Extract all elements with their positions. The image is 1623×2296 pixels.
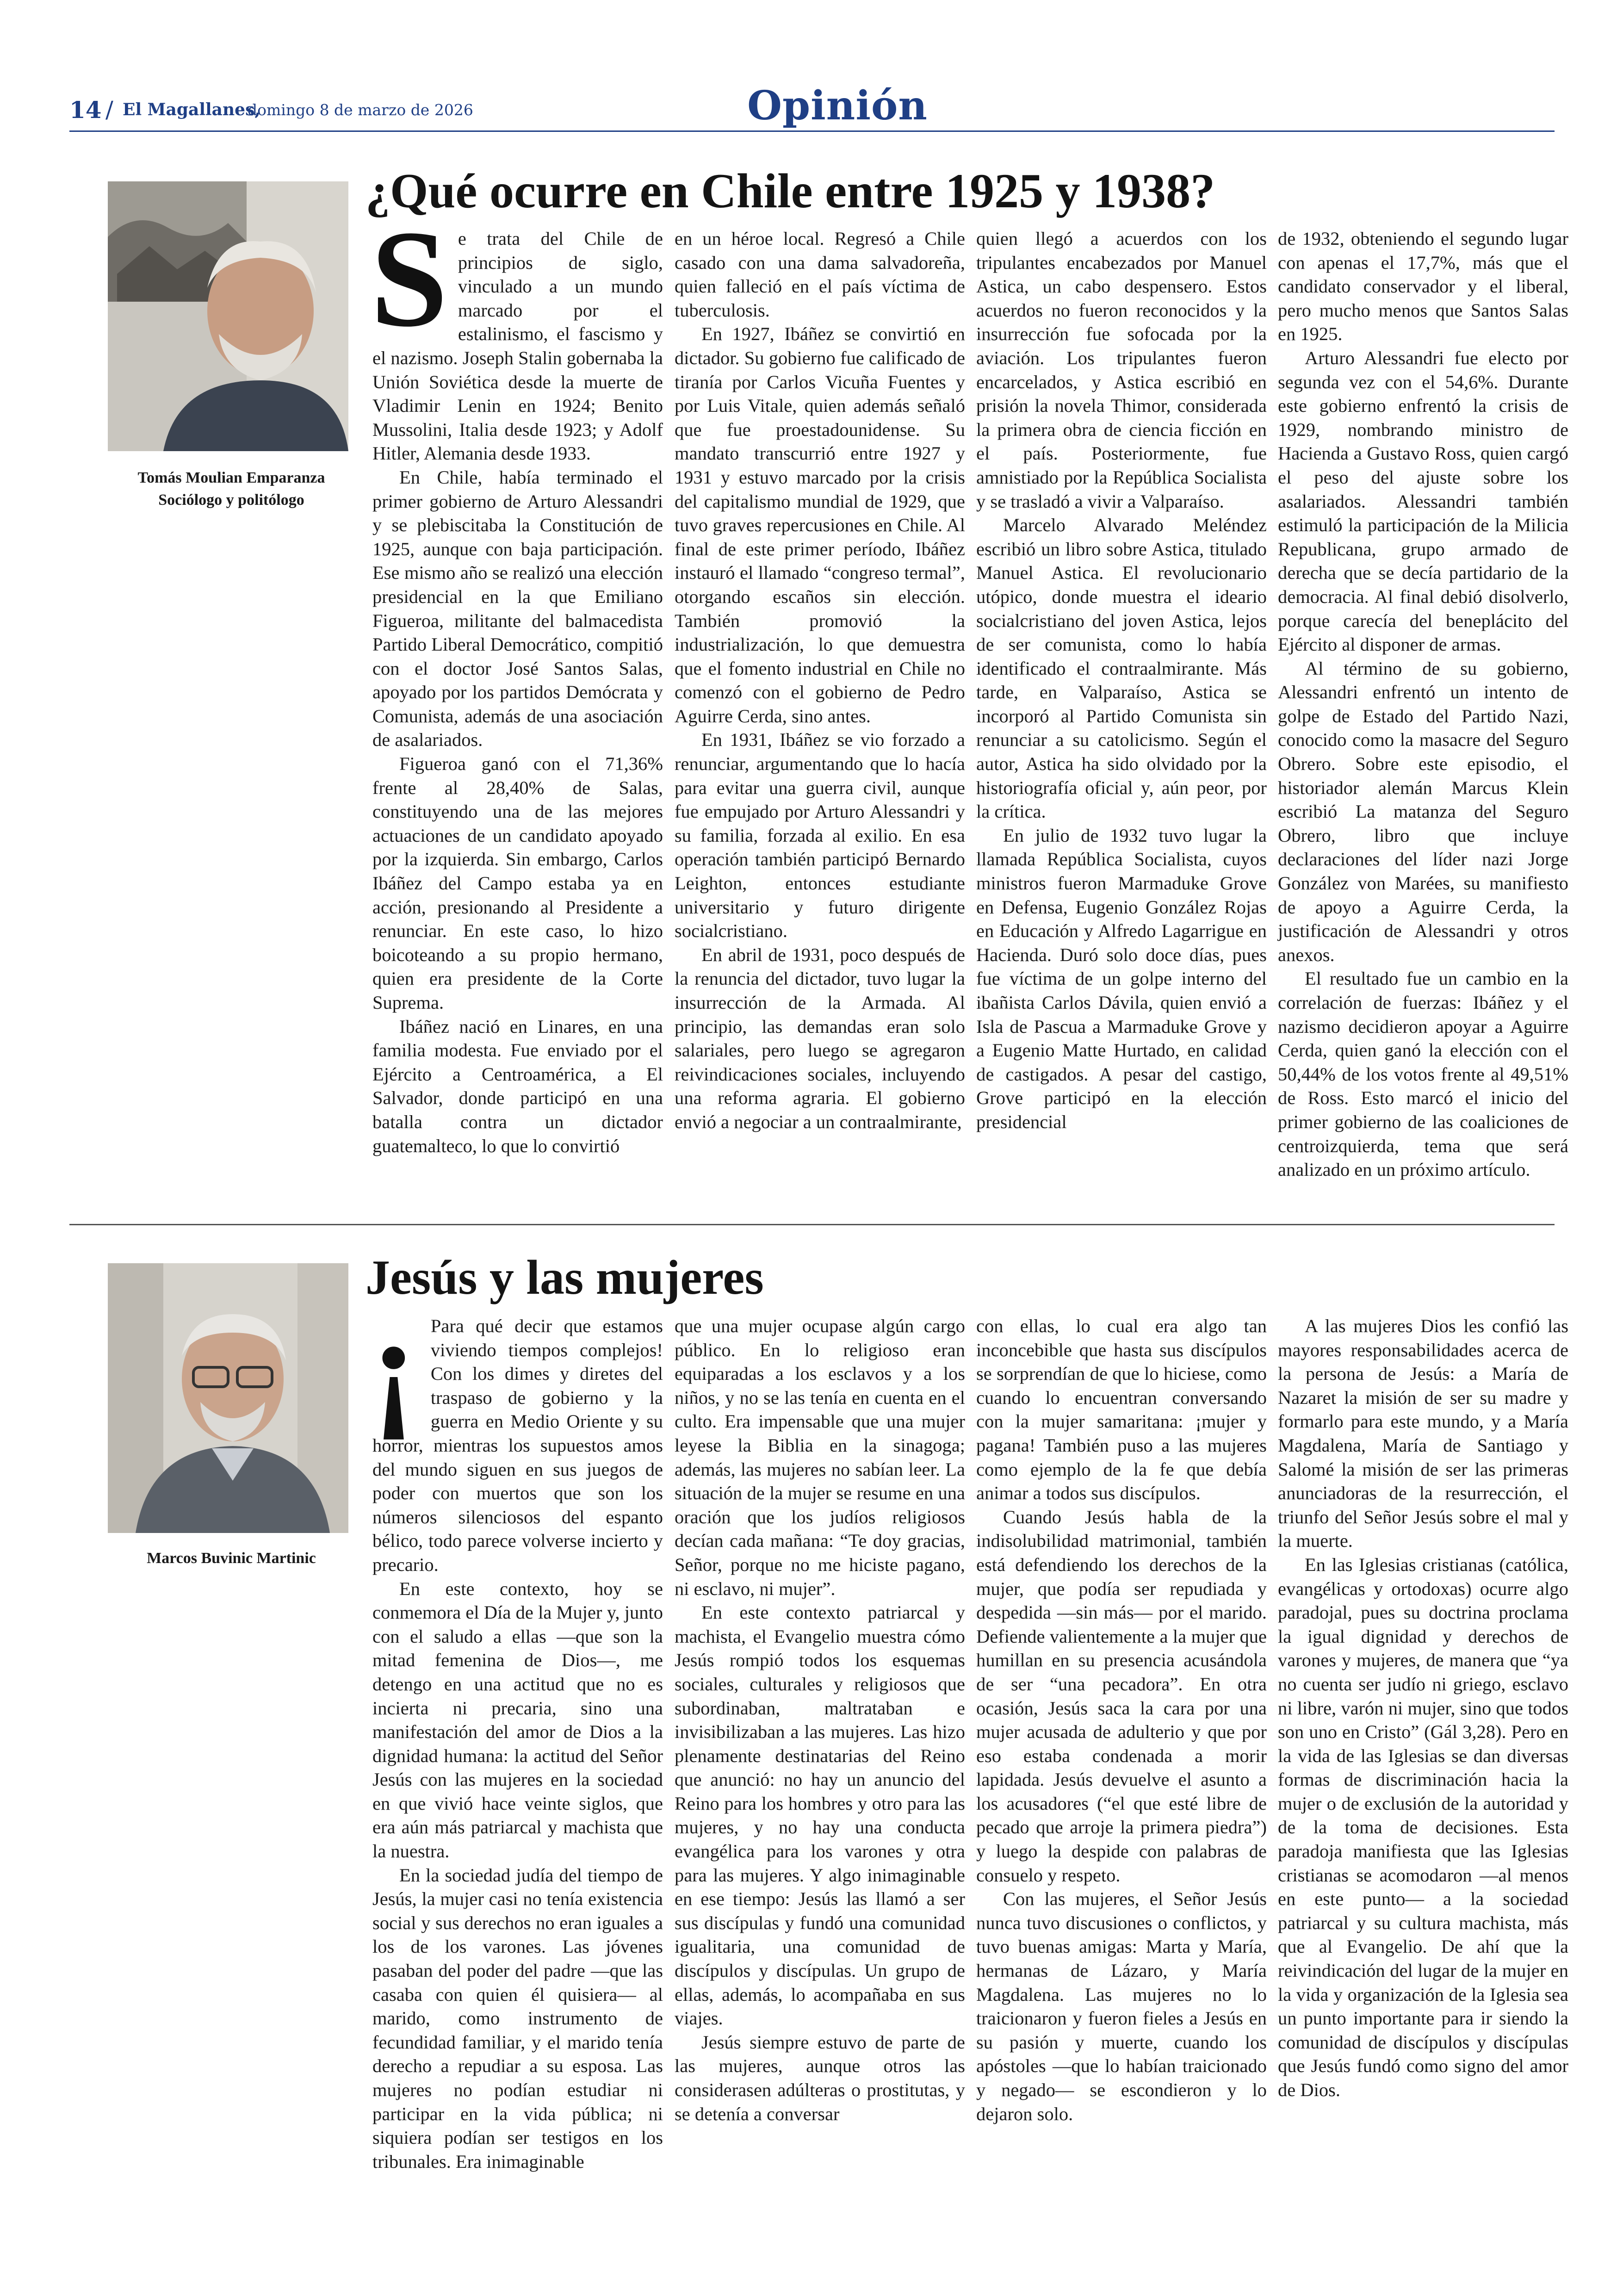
paragraph: El resultado fue un cambio en la correlación de fuerzas: Ibáñez y el nazismo decidieron apoyar a Aguirre Cerda, quien ganó la elección con el 50,44% de los votos frente al 49,51% de Ross. Esto marcó el inicio del primer gobierno de las coaliciones de centroizquierda, tema que será analizado en un próximo artículo. bbox=[1278, 968, 1568, 1180]
page-number-separator: / bbox=[105, 96, 113, 123]
article-column-3 bbox=[976, 227, 1267, 1134]
paragraph: En Chile, había terminado el primer gobierno de Arturo Alessandri y se plebiscitaba la Constitución de 1925, aunque con baja participación. Ese mismo año se realizó una elección presidencial en la que Emiliano Figueroa, militante del balmacedista Partido Liberal Democrático, compitió con el doctor José Santos Salas, apoyado por los partidos Demócrata y Comunista, además de una asociación de asalariados. bbox=[372, 466, 663, 751]
article-column-2 bbox=[675, 227, 965, 1134]
drop-cap: S bbox=[371, 202, 448, 355]
paragraph: Arturo Alessandri fue electo por segunda vez con el 54,6%. Durante este gobierno enfrentó la crisis de 1929, nombrando ministro de Hacienda a Gustavo Ross, quien cargó el peso del ajuste sobre los asalariados. Alessandri también estimuló la participación de la Milicia Republicana, grupo armado de derecha que se decía partidario de la democracia. Al final debió disolverlo, porque carecía del beneplácito del Ejército al disponer de armas. bbox=[1278, 347, 1568, 655]
article-column-3 bbox=[976, 1314, 1267, 2126]
article-column-4 bbox=[1278, 1314, 1568, 2102]
section-title: Opinión bbox=[747, 82, 928, 129]
paragraph: Para qué decir que estamos viviendo tiempos complejos! Con los dimes y diretes del traspaso de gobierno y la guerra en Medio Oriente y su horror, mientras los supuestos amos del mundo siguen en sus juegos de poder con muertos que son los números silenciosos del espanto bélico, todo parece volverse incierto y precario. bbox=[372, 1316, 663, 1575]
paragraph: que una mujer ocupase algún cargo público. En lo religioso eran equiparadas a los esclavos y a los niños, y no se las tenía en cuenta en el culto. Era impensable que una mujer leyese la Biblia en la sinagoga; además, las mujeres no sabían leer. La situación de la mujer se resume en una oración que los judíos religiosos decían cada mañana: “Te doy gracias, Señor, porque no me hiciste pagano, ni esclavo, ni mujer”. bbox=[675, 1316, 965, 1599]
paragraph: En este contexto, hoy se conmemora el Día de la Mujer y, junto con el saludo a ellas —que son la mitad femenina de Dios—, me detengo en una actitud que no es incierta ni precaria, sino una manifestación del amor de Dios a la dignidad humana: la actitud del Señor Jesús con las mujeres en la sociedad en que vivió hace veinte siglos, que era aún más patriarcal y machista que la nuestra. bbox=[372, 1578, 663, 1862]
paragraph: A las mujeres Dios les confió las mayores responsabilidades acerca de la persona de Jesús: a María de Nazaret la misión de ser su madre y formarlo para este mundo, y a María Magdalena, María de Santiago y Salomé la misión de ser las primeras anunciadoras de la resurrección, el triunfo del Señor Jesús sobre el mal y la muerte. bbox=[1278, 1316, 1568, 1551]
author-photo-moulian-image bbox=[108, 181, 348, 451]
paragraph: Figueroa ganó con el 71,36% frente al 28,40% de Salas, constituyendo una de las mejores actuaciones de un candidato apoyado por la izquierda. Sin embargo, Carlos Ibáñez del Campo estaba ya en acción, presionando al Presidente a renunciar. En este caso, lo hizo boicoteando a su propio hermano, quien era presidente de la Corte Suprema. bbox=[372, 753, 663, 1013]
paragraph: En la sociedad judía del tiempo de Jesús, la mujer casi no tenía existencia social y sus derechos no eran iguales a los de los varones. Las jóvenes pasaban del poder del padre —que las casaba con quien él quisiera— al marido, como instrumento de fecundidad familiar, y el marido tenía derecho a repudiar a su esposa. Las mujeres no podían estudiar ni participar en la vida pública; ni siquiera podían ser testigos en los tribunales. Era inimaginable bbox=[372, 1864, 663, 2172]
paragraph: con ellas, lo cual era algo tan inconcebible que hasta sus discípulos se sorprendían de que lo hiciese, como cuando lo encuentran conversando con la mujer samaritana: ¡mujer y pagana! También puso a las mujeres como ejemplo de la fe que debía animar a todos sus discípulos. bbox=[976, 1316, 1267, 1504]
article-headline: Jesús y las mujeres bbox=[365, 1250, 764, 1304]
paragraph: Con las mujeres, el Señor Jesús nunca tuvo discusiones o conflictos, y tuvo buenas amigas: Marta y María, hermanas de Lázaro, y María Magdalena. Las mujeres no lo traicionaron y fueron fieles a Jesús en su pasión y muerte, cuando los apóstoles —que lo habían traicionado y negado— se escondieron y lo dejaron solo. bbox=[976, 1888, 1267, 2124]
paragraph: En julio de 1932 tuvo lugar la llamada República Socialista, cuyos ministros fueron Marmaduke Grove en Defensa, Eugenio González Rojas en Educación y Alfredo Lagarrigue en Hacienda. Duró solo doce días, pues fue víctima de un golpe interno del ibañista Carlos Dávila, quien envió a Isla de Pascua a Marmaduke Grove y a Eugenio Matte Hurtado, en calidad de castigados. A pesar del castigo, Grove participó en la elección presidencial bbox=[976, 825, 1267, 1132]
author-photo-buvinic bbox=[108, 1263, 348, 1533]
article-column-4 bbox=[1278, 227, 1568, 1182]
paragraph: e trata del Chile de principios de siglo, vinculado a un mundo marcado por el estalinismo, el fascismo y el nazismo. Joseph Stalin gobernaba la Unión Soviética desde la muerte de Vladimir Lenin en 1924; Benito Mussolini, Italia desde 1923; y Adolf Hitler, Alemania desde 1933. bbox=[372, 228, 663, 464]
paragraph: En 1931, Ibáñez se vio forzado a renunciar, argumentando que lo hacía para evitar una guerra civil, aunque fue empujado por Arturo Alessandri y su familia, forzada al exilio. En esa operación también participó Bernardo Leighton, entonces estudiante universitario y futuro dirigente socialcristiano. bbox=[675, 729, 965, 942]
paragraph: Cuando Jesús habla de la indisolubilidad matrimonial, también está defendiendo los derechos de la mujer, que podía ser repudiada y despedida —sin más— por el marido. Defiende valientemente a la mujer que humillan en su presencia acusándola de ser “una pecadora”. En otra ocasión, Jesús saca la cara por una mujer acusada de adulterio y que por eso estaba condenada a morir lapidada. Jesús devuelve el asunto a los acusadores (“el que esté libre de pecado que arroje la primera piedra”) y luego la despide con palabras de consuelo y respeto. bbox=[976, 1506, 1267, 1886]
author-role: Sociólogo y politólogo bbox=[158, 491, 304, 509]
paragraph: En las Iglesias cristianas (católica, evangélicas y ortodoxas) ocurre algo paradojal, pues su doctrina proclama la igual dignidad y derechos de varones y mujeres, de manera que “ya no cuenta ser judío ni griego, esclavo ni libre, varón ni mujer, sino que todos son uno en Cristo” (Gál 3,28). Pero en la vida de las Iglesias se dan diversas formas de discriminación hacia la mujer o de exclusión de la autoridad y de la toma de decisiones. Esta paradoja manifiesta que las Iglesias cristianas se acomodaron —al menos en este punto— a la sociedad patriarcal y su cultura machista, más que al Evangelio. De ahí que la reivindicación del lugar de la mujer en la vida y organización de la Iglesia sea un punto importante para ir siendo la comunidad de discípulos y discípulas que Jesús fundó como signo del amor de Dios. bbox=[1278, 1554, 1568, 2100]
paragraph: Al término de su gobierno, Alessandri enfrentó un intento de golpe de Estado del Partido Nazi, conocido como la masacre del Seguro Obrero. Sobre este episodio, el historiador alemán Marcus Klein escribió La matanza del Seguro Obrero, libro que incluye declaraciones del líder nazi Jorge González von Marées, su manifiesto de apoyo a Aguirre Cerda, la justificación de Alessandri y otros anexos. bbox=[1278, 658, 1568, 965]
paragraph: Ibáñez nació en Linares, en una familia modesta. Fue enviado por el Ejército a Centroamérica, a El Salvador, donde participó en una batalla contra un dictador guatemalteco, lo que lo convirtió bbox=[372, 1016, 663, 1156]
paragraph: en un héroe local. Regresó a Chile casado con una dama salvadoreña, quien falleció en el país víctima de tuberculosis. bbox=[675, 228, 965, 321]
paragraph: Jesús siempre estuvo de parte de las mujeres, aunque otros las considerasen adúlteras o prostitutas, y se detenía a conversar bbox=[675, 2031, 965, 2124]
article-column-1 bbox=[371, 1288, 663, 2173]
paragraph: Marcelo Alvarado Meléndez escribió un libro sobre Astica, titulado Manuel Astica. El revolucionario utópico, donde muestra el ideario socialcristiano del joven Astica, lejos de ser comunista, como lo había identificado el contraalmirante. Más tarde, en Valparaíso, Astica se incorporó al Partido Comunista sin renunciar a su catolicismo. Según el autor, Astica ha sido olvidado por la historiografía oficial y, aún peor, por la crítica. bbox=[976, 515, 1267, 822]
paragraph: En abril de 1931, poco después de la renuncia del dictador, tuvo lugar la insurrección de la Armada. Al principio, las demandas eran solo salariales, pero luego se agregaron reivindicaciones sociales, incluyendo una reforma agraria. El gobierno envió a negociar a un contraalmirante, bbox=[675, 944, 965, 1132]
newspaper-name: El Magallanes, bbox=[123, 100, 260, 119]
author-photo-buvinic-image bbox=[108, 1263, 348, 1533]
author-name: Marcos Buvinic Martinic bbox=[147, 1550, 316, 1567]
issue-date: domingo 8 de marzo de 2026 bbox=[248, 101, 473, 119]
article-headline: ¿Qué ocurre en Chile entre 1925 y 1938? bbox=[365, 164, 1215, 218]
article-separator bbox=[69, 1224, 1555, 1225]
article-column-1 bbox=[371, 202, 663, 1158]
paragraph: de 1932, obteniendo el segundo lugar con apenas el 17,7%, más que el candidato conservador y el liberal, pero mucho menos que Santos Salas en 1925. bbox=[1278, 228, 1568, 345]
header-rule bbox=[69, 130, 1555, 132]
author-photo-moulian bbox=[108, 181, 348, 451]
paragraph: En 1927, Ibáñez se convirtió en dictador. Su gobierno fue calificado de tiranía por Carlos Vicuña Fuentes y por Luis Vitale, quien además señaló que fue proestadounidense. Su mandato transcurrió entre 1927 y 1931 y estuvo marcado por la crisis del capitalismo mundial de 1929, que tuvo graves repercusiones en Chile. Al final de este primer período, Ibáñez instauró el llamado “congreso termal”, otorgando escaños sin elección. También promovió la industrialización, lo que demuestra que el fomento industrial en Chile no comenzó con el gobierno de Pedro Aguirre Cerda, sino antes. bbox=[675, 323, 965, 726]
author-name: Tomás Moulian Emparanza bbox=[137, 469, 325, 486]
drop-cap: ¡ bbox=[371, 1288, 417, 1442]
paragraph: quien llegó a acuerdos con los tripulantes encabezados por Manuel Astica, un cabo despensero. Estos acuerdos no fueron reconocidos y la insurrección fue sofocada por la aviación. Los tripulantes fueron encarcelados, y Astica escribió en prisión la novela Thimor, considerada la primera obra de ciencia ficción en el país. Posteriormente, fue amnistiado por la República Socialista y se trasladó a vivir a Valparaíso. bbox=[976, 228, 1267, 512]
paragraph: En este contexto patriarcal y machista, el Evangelio muestra cómo Jesús rompió todos los esquemas sociales, culturales y religiosos que subordinaban, maltrataban e invisibilizaban a las mujeres. Las hizo plenamente destinatarias del Reino que anunció: no hay un anuncio del Reino para los hombres y otro para las mujeres, y no hay una conducta evangélica para los varones y otra para las mujeres. Y algo inimaginable en ese tiempo: Jesús las llamó a ser sus discípulas y fundó una comunidad igualitaria, una comunidad de discípulos y discípulas. Un grupo de ellas, además, lo acompañaba en sus viajes. bbox=[675, 1602, 965, 2029]
article-column-2 bbox=[675, 1314, 965, 2126]
page-number: 14 bbox=[69, 96, 102, 124]
